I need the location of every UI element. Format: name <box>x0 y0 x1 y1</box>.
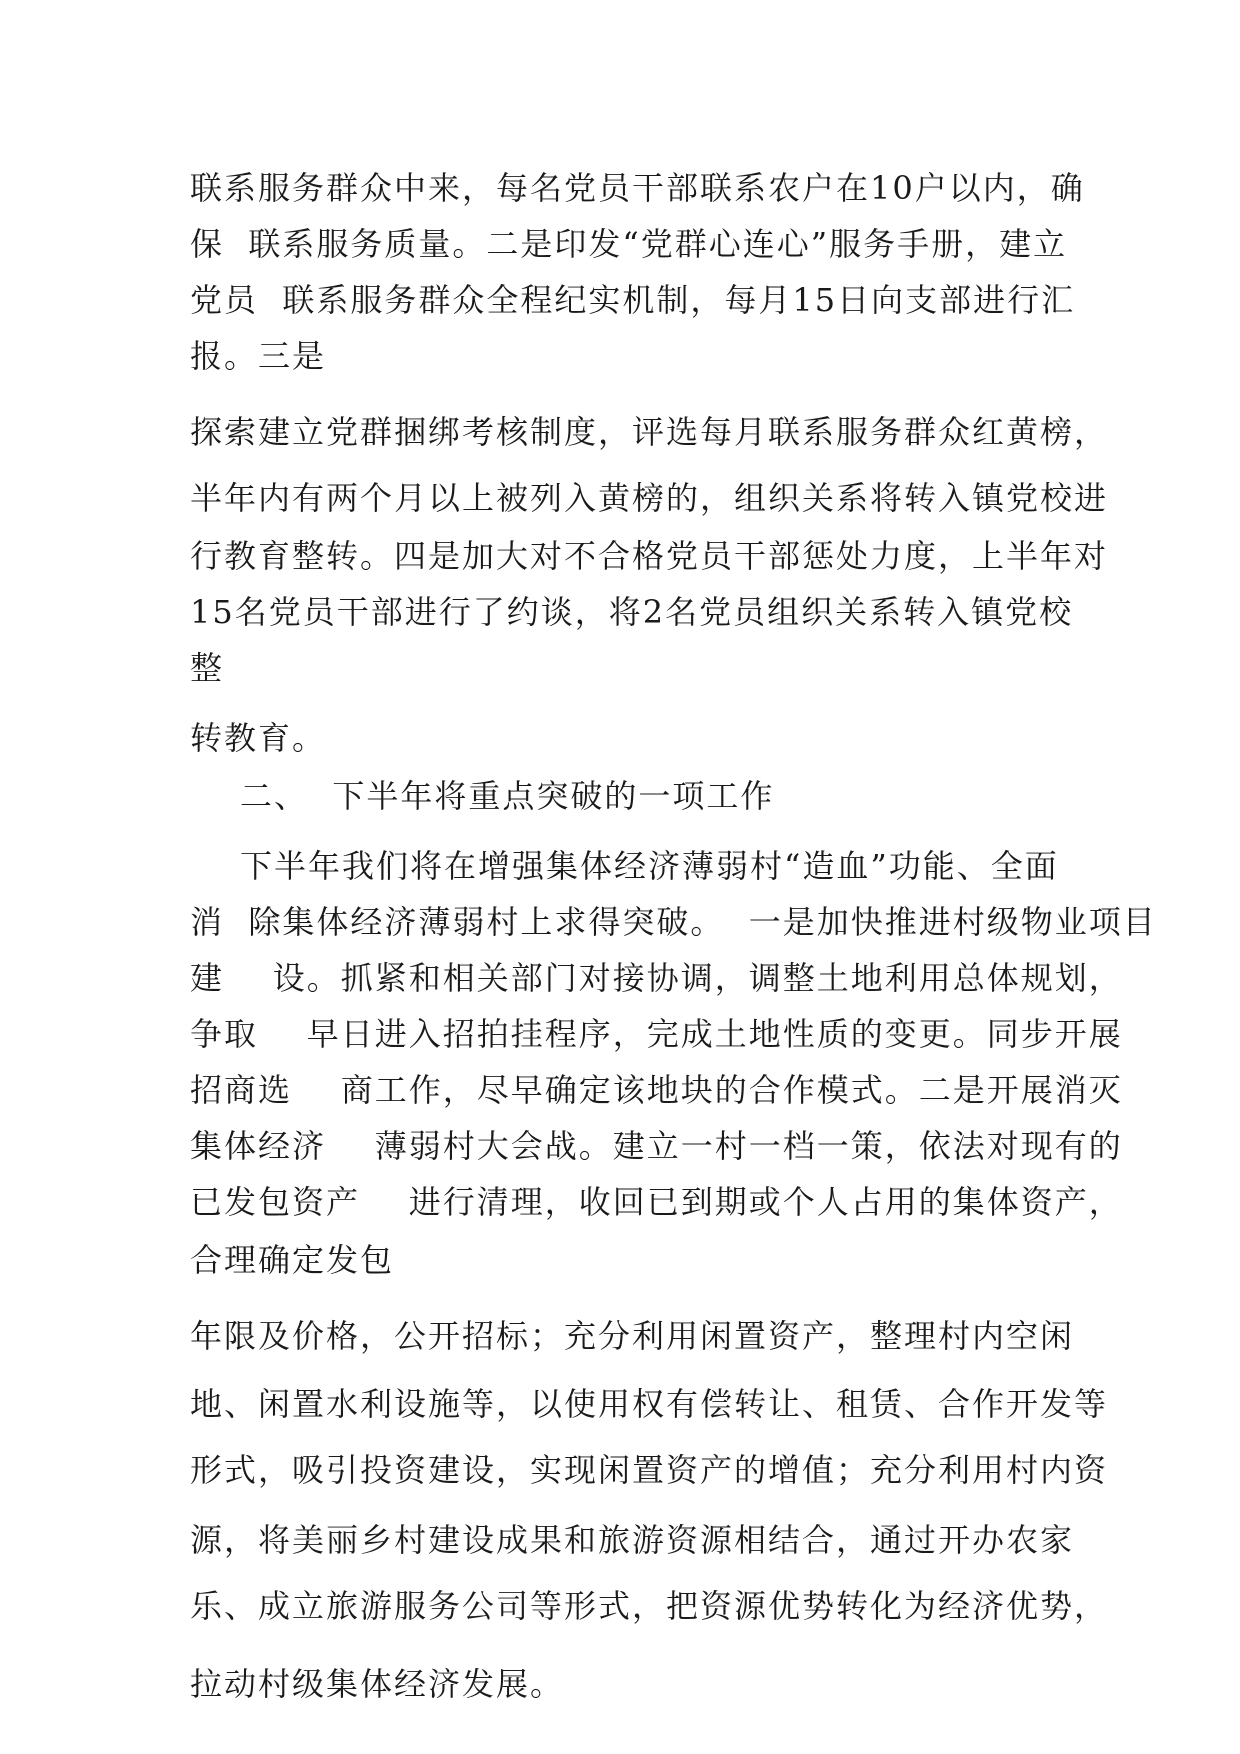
text-line: 合理确定发包 <box>190 1241 395 1279</box>
text-line: 年限及价格，公开招标；充分利用闲置资产，整理村内空闲 <box>190 1317 1075 1355</box>
text-line: 建 设。抓紧和相关部门对接协调，调整土地利用总体规划， <box>190 959 1123 997</box>
text-line: 转教育。 <box>190 719 327 757</box>
text-line: 联系服务群众中来，每名党员干部联系农户在10户以内，确 <box>190 169 1085 207</box>
text-line: 形式，吸引投资建设，实现闲置资产的增值；充分利用村内资 <box>190 1451 1109 1489</box>
text-line: 源，将美丽乡村建设成果和旅游资源相结合，通过开办农家 <box>190 1521 1075 1559</box>
text-line: 消 除集体经济薄弱村上求得突破。 一是加快推进村级物业项目 <box>190 903 1157 941</box>
text-line: 争取 早日进入招拍挂程序，完成土地性质的变更。同步开展 <box>190 1015 1123 1053</box>
text-line: 半年内有两个月以上被列入黄榜的，组织关系将转入镇党校进 <box>190 479 1109 517</box>
section-heading: 二、 下半年将重点突破的一项工作 <box>240 777 775 815</box>
text-line: 行教育整转。四是加大对不合格党员干部惩处力度，上半年对 <box>190 537 1109 575</box>
text-line: 15名党员干部进行了约谈，将2名党员组织关系转入镇党校 <box>190 593 1074 631</box>
text-line: 集体经济 薄弱村大会战。建立一村一档一策，依法对现有的 <box>190 1127 1123 1165</box>
text-line: 整 <box>190 649 225 687</box>
text-line: 招商选 商工作，尽早确定该地块的合作模式。二是开展消灭 <box>190 1071 1123 1109</box>
text-line: 探索建立党群捆绑考核制度，评选每月联系服务群众红黄榜， <box>190 413 1109 451</box>
text-line: 下半年我们将在增强集体经济薄弱村“造血”功能、全面 <box>240 847 1059 885</box>
text-line: 报。三是 <box>190 337 327 375</box>
text-line: 保 联系服务质量。二是印发“党群心连心”服务手册，建立 <box>190 225 1068 263</box>
text-line: 党员 联系服务群众全程纪实机制，每月15日向支部进行汇 <box>190 281 1076 319</box>
text-line: 乐、成立旅游服务公司等形式，把资源优势转化为经济优势， <box>190 1587 1109 1625</box>
text-line: 已发包资产 进行清理，收回已到期或个人占用的集体资产， <box>190 1183 1123 1221</box>
text-line: 地、闲置水利设施等，以使用权有偿转让、租赁、合作开发等 <box>190 1385 1109 1423</box>
text-line: 拉动村级集体经济发展。 <box>190 1665 565 1703</box>
